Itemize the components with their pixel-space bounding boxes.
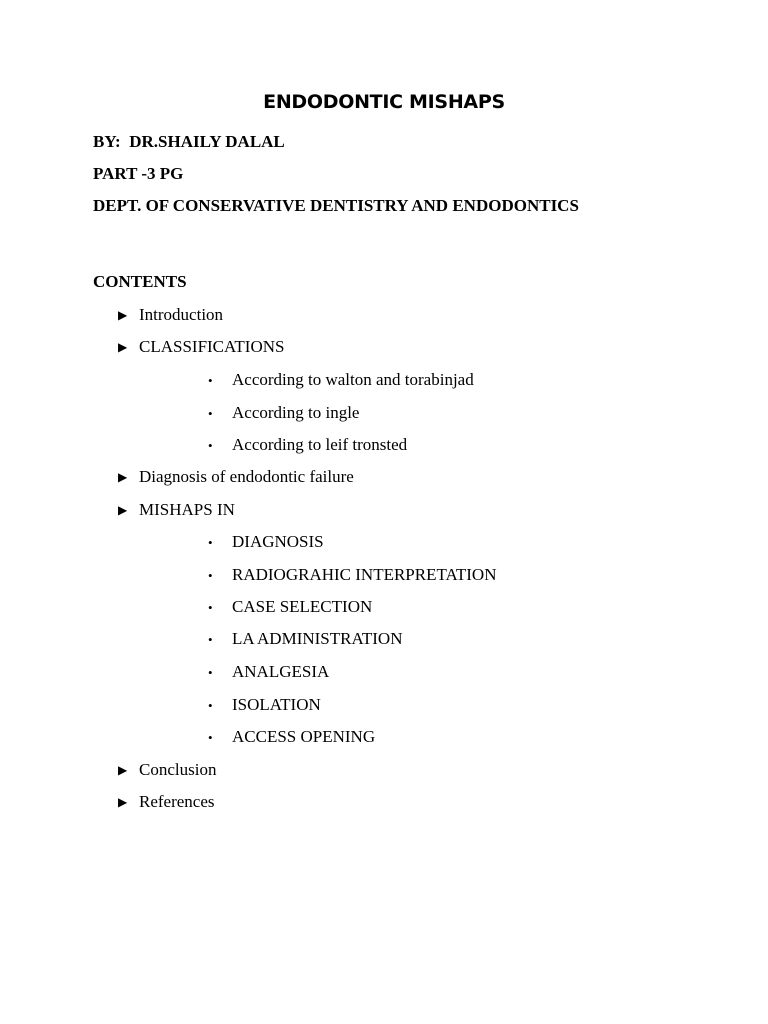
contents-subitem-label: ISOLATION — [232, 695, 321, 714]
dot-bullet-icon: • — [208, 632, 213, 647]
dot-bullet-icon: • — [208, 665, 213, 680]
contents-item — [118, 790, 215, 814]
dot-bullet-icon: • — [208, 568, 213, 583]
dot-bullet-icon: • — [208, 730, 213, 745]
dot-bullet-icon: • — [208, 406, 213, 421]
contents-item-label: MISHAPS IN — [139, 500, 235, 519]
part-line: PART -3 PG — [93, 164, 184, 183]
triangle-bullet-icon: ▶ — [118, 340, 128, 354]
triangle-bullet-icon: ▶ — [118, 308, 128, 322]
triangle-bullet-icon: ▶ — [118, 470, 128, 484]
contents-subitem — [208, 433, 407, 458]
contents-item-label: Conclusion — [139, 760, 217, 779]
triangle-bullet-icon: ▶ — [118, 763, 128, 777]
dot-bullet-icon: • — [208, 535, 213, 550]
contents-subitem — [208, 530, 324, 555]
contents-item-label: References — [139, 792, 215, 811]
contents-subitem-label: ACCESS OPENING — [232, 727, 376, 746]
contents-heading: CONTENTS — [93, 272, 187, 291]
author-line: BY: DR.SHAILY DALAL — [93, 132, 285, 151]
contents-subitem-label: DIAGNOSIS — [232, 532, 324, 551]
contents-subitem — [208, 368, 474, 393]
contents-subitem — [208, 563, 497, 588]
contents-subitem — [208, 725, 375, 750]
contents-subitem-label: LA ADMINISTRATION — [232, 629, 403, 648]
triangle-bullet-icon: ▶ — [118, 503, 128, 517]
dot-bullet-icon: • — [208, 698, 213, 713]
contents-item-label: CLASSIFICATIONS — [139, 337, 285, 356]
contents-subitem-label: According to ingle — [232, 403, 360, 422]
contents-item-label: Introduction — [139, 305, 224, 324]
department-line: DEPT. OF CONSERVATIVE DENTISTRY AND ENDODONTICS — [93, 196, 579, 215]
contents-item-label: Diagnosis of endodontic failure — [139, 467, 354, 486]
contents-item — [118, 498, 235, 522]
triangle-bullet-icon: ▶ — [118, 795, 128, 809]
contents-subitem-label: According to leif tronsted — [232, 435, 408, 454]
document-title: ENDODONTIC MISHAPS — [263, 91, 505, 113]
contents-item — [118, 465, 354, 489]
contents-subitem-label: RADIOGRAHIC INTERPRETATION — [232, 565, 497, 584]
contents-item — [118, 758, 216, 782]
dot-bullet-icon: • — [208, 373, 213, 388]
contents-subitem — [208, 401, 359, 426]
contents-item — [118, 303, 223, 327]
dot-bullet-icon: • — [208, 600, 213, 615]
contents-item — [118, 335, 284, 359]
contents-subitem — [208, 693, 321, 718]
contents-subitem — [208, 595, 372, 620]
dot-bullet-icon: • — [208, 438, 213, 453]
contents-subitem — [208, 627, 402, 652]
contents-subitem-label: ANALGESIA — [232, 662, 330, 681]
contents-subitem-label: According to walton and torabinjad — [232, 370, 474, 389]
contents-subitem-label: CASE SELECTION — [232, 597, 373, 616]
contents-subitem — [208, 660, 329, 685]
